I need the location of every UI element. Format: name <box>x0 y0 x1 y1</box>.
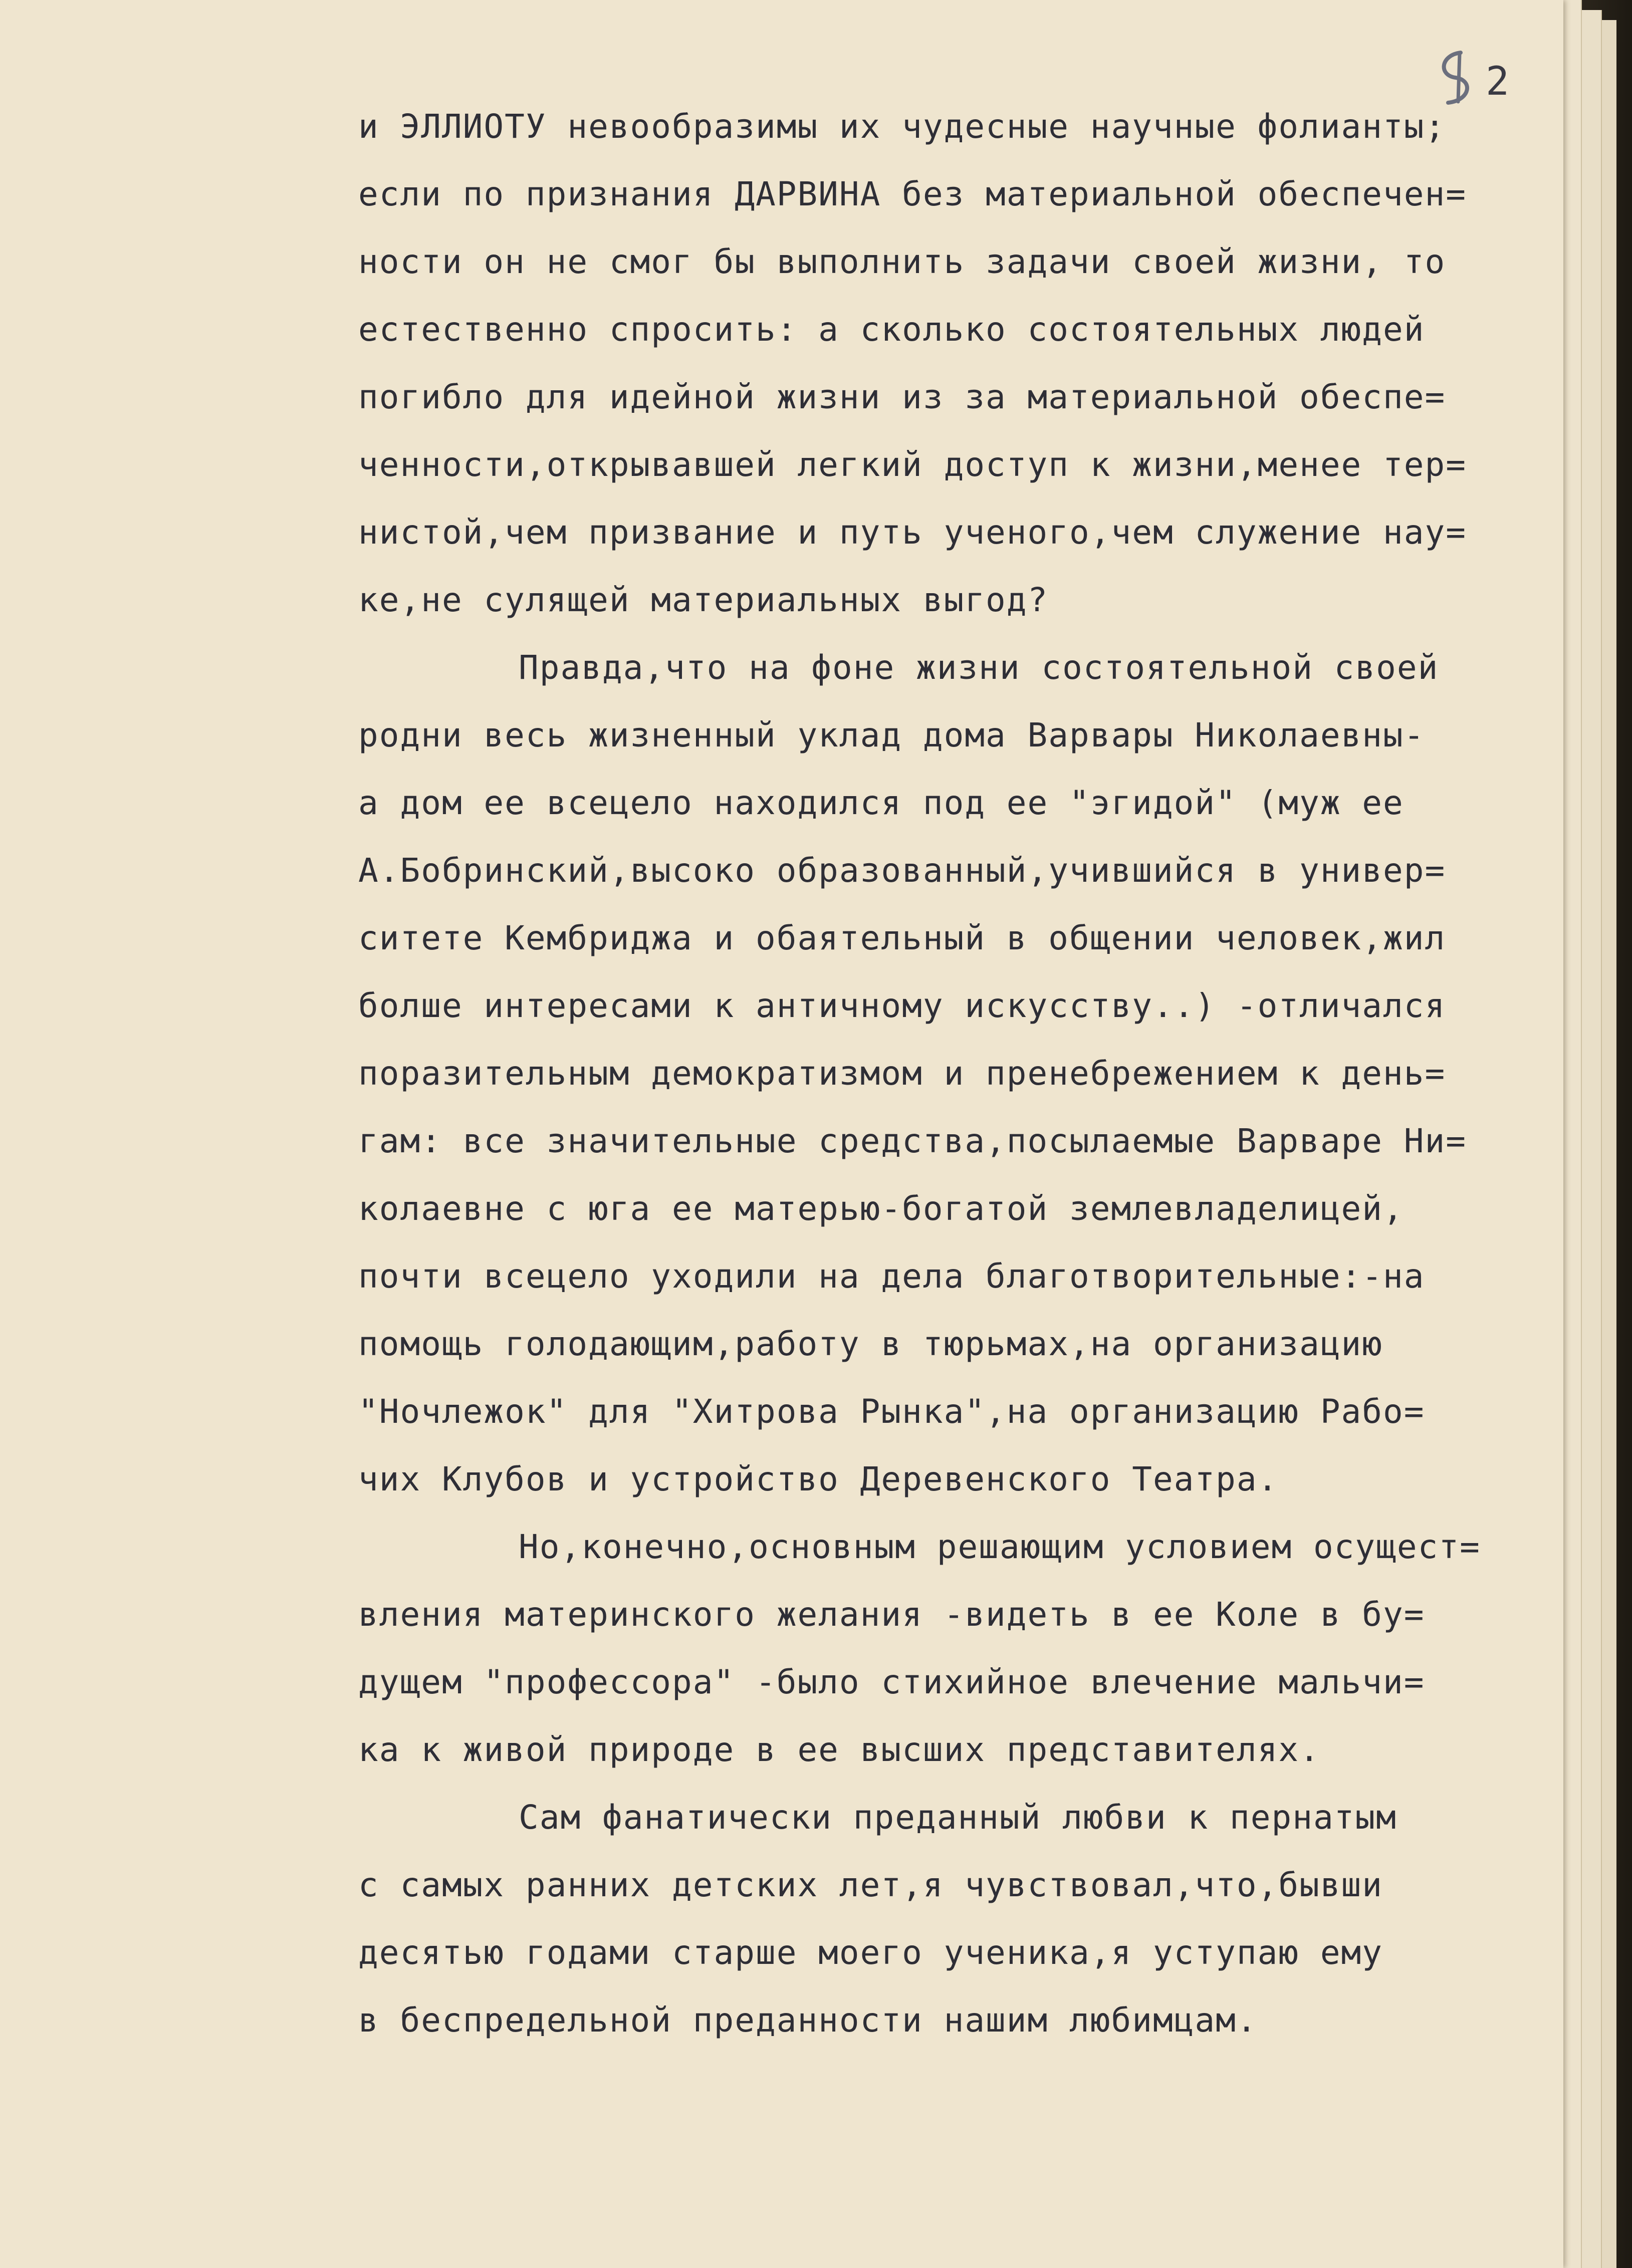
text-line: и ЭЛЛИОТУ невообразимы их чудесные научные фолианты; <box>358 107 1446 146</box>
text-line: почти всецело уходили на дела благотворительные:-на <box>358 1257 1425 1296</box>
text-line: Сам фанатически преданный любви к пернатым <box>519 1798 1397 1837</box>
page-number: 2 <box>1486 59 1509 104</box>
text-line: нистой,чем призвание и путь ученого,чем служение нау= <box>358 513 1467 552</box>
text-line: А.Бобринский,высоко образованный,учившийся в универ= <box>358 851 1446 890</box>
text-line: дущем "профессора" -было стихийное влечение мальчи= <box>358 1663 1425 1701</box>
text-line: ке,не сулящей материальных выгод? <box>358 581 1049 619</box>
text-line: "Ночлежок" для "Хитрова Рынка",на организацию Рабо= <box>358 1392 1425 1431</box>
text-line: болше интересами к античному искусству..) -отличался <box>358 986 1446 1025</box>
text-line: погибло для идейной жизни из за материальной обеспе= <box>358 378 1446 416</box>
text-line: если по признания ДАРВИНА без материальной обеспечен= <box>358 175 1467 213</box>
text-line: а дом ее всецело находился под ее "эгидой" (муж ее <box>358 784 1404 822</box>
text-line: вления материнского желания -видеть в ее Коле в бу= <box>358 1595 1425 1634</box>
text-line: поразительным демократизмом и пренебрежением к день= <box>358 1054 1446 1093</box>
text-line: колаевне с юга ее матерью-богатой землевладелицей, <box>358 1189 1404 1228</box>
text-line: ситете Кембриджа и обаятельный в общении человек,жил <box>358 919 1446 957</box>
text-line: ченности,открывавшей легкий доступ к жизни,менее тер= <box>358 445 1467 484</box>
text-line: ка к живой природе в ее высших представителях. <box>358 1730 1320 1769</box>
text-line: родни весь жизненный уклад дома Варвары Николаевны- <box>358 716 1425 754</box>
text-line: помощь голодающим,работу в тюрьмах,на организацию <box>358 1325 1383 1363</box>
text-line: ности он не смог бы выполнить задачи своей жизни, то <box>358 242 1446 281</box>
text-line: чих Клубов и устройство Деревенского Театра. <box>358 1460 1279 1498</box>
text-line: в беспредельной преданности нашим любимцам. <box>358 2001 1258 2040</box>
text-line: десятью годами старше моего ученика,я уступаю ему <box>358 1933 1383 1972</box>
text-line: с самых ранних детских лет,я чувствовал,что,бывши <box>358 1866 1383 1904</box>
text-line: естественно спросить: а сколько состоятельных людей <box>358 310 1425 349</box>
body-text <box>358 93 1561 2054</box>
text-line: Но,конечно,основным решающим условием осущест= <box>519 1528 1481 1566</box>
text-line: гам: все значительные средства,посылаемые Варваре Ни= <box>358 1122 1467 1160</box>
text-line: Правда,что на фоне жизни состоятельной своей <box>519 648 1439 687</box>
